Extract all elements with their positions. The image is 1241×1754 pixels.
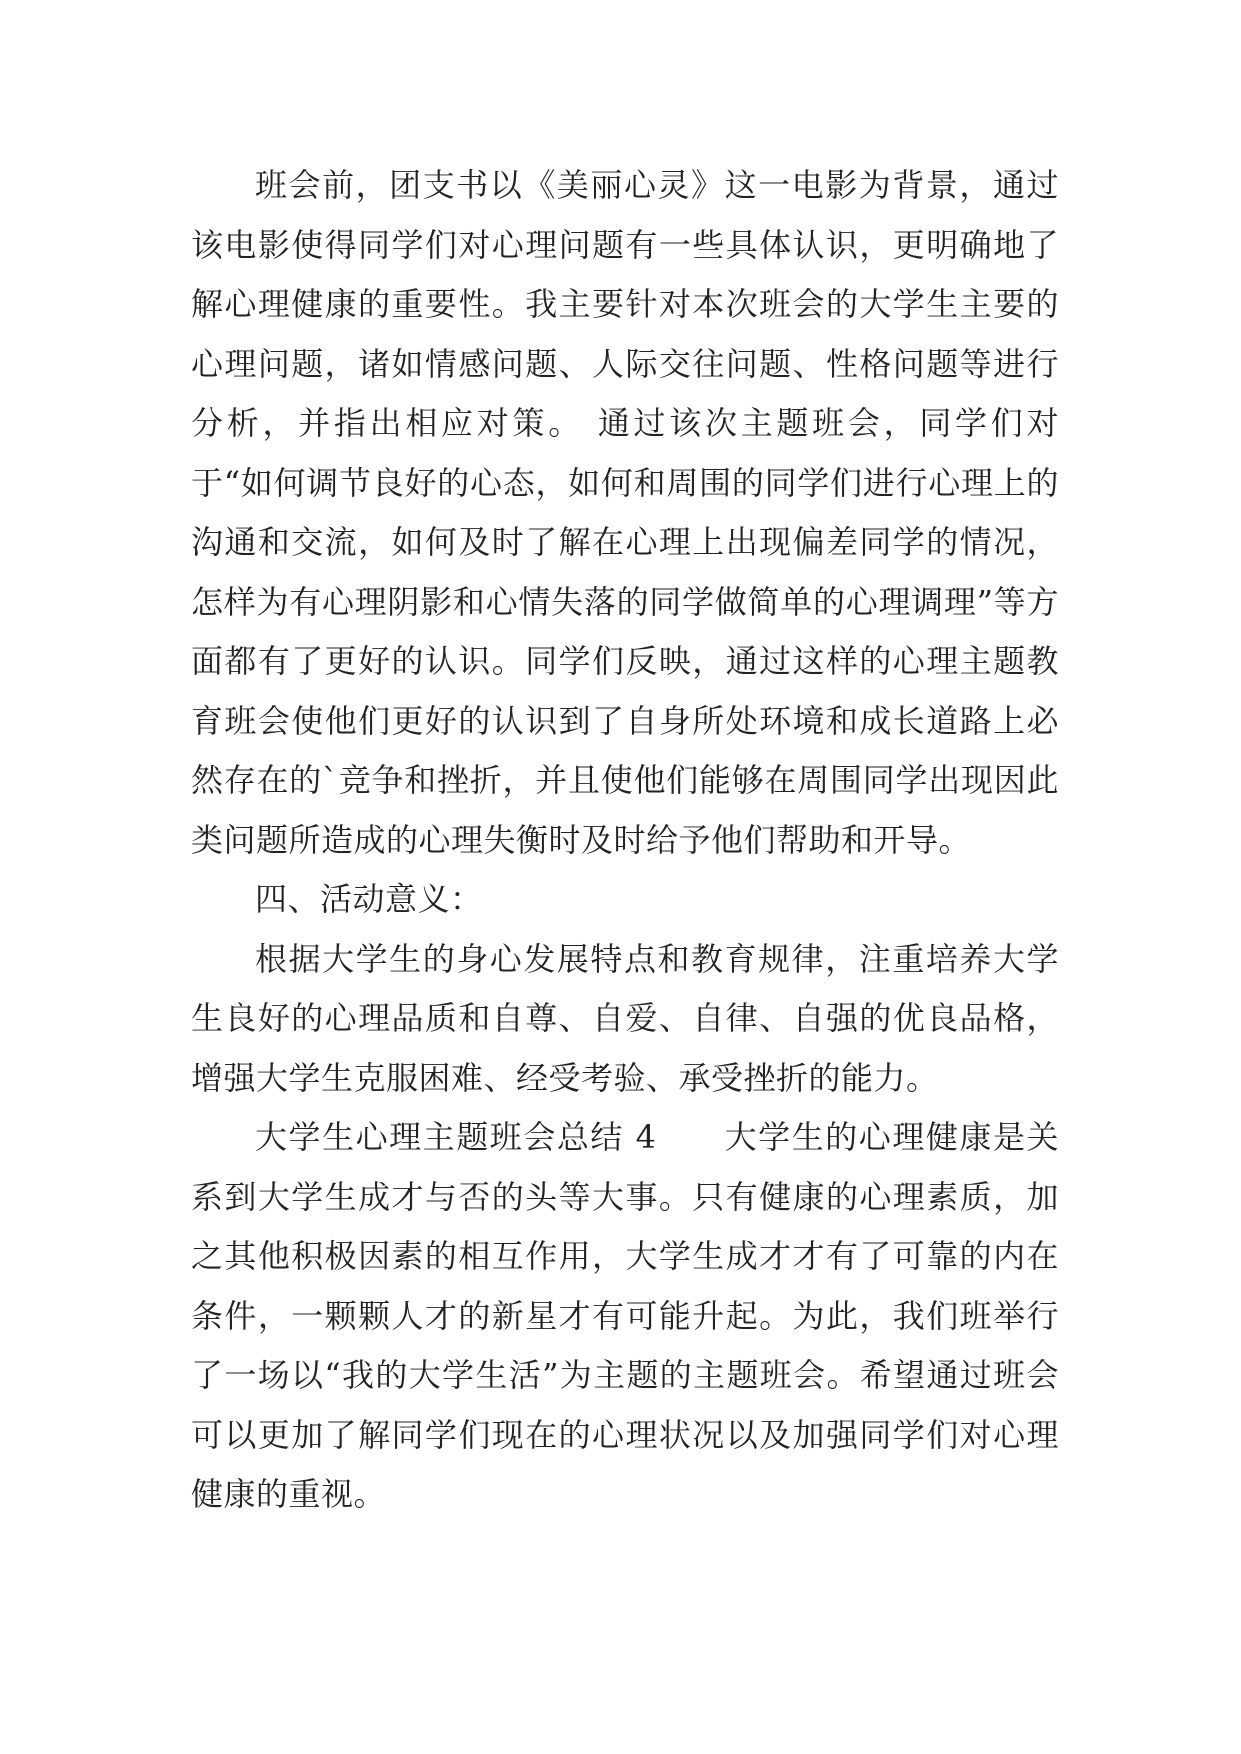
section-heading-activity-significance: 四、活动意义： (255, 880, 483, 918)
paragraph-class-meeting-review: 班会前，团支书以《美丽心灵》这一电影为背景，通过该电影使得同学们对心理问题有一些具体认识，更明确地了解心理健康的重要性。我主要针对本次班会的大学生主要的心理问题，诸如情感问题、人际交往问题、性格问题等进行分析，并指出相应对策。 通过该次主题班会，同学们对于“如何调节良好的心态，如何和周围的同学们进行心理上的沟通和交流，如何及时了解在心理上出现偏差同学的情况，怎样为有心理阴影和心情失落的同学做简单的心理调理”等方面都有了更好的认识。同学们反映，通过这样的心理主题教育班会使他们更好的认识到了自身所处环境和成长道路上必然存在的`竞争和挫折，并且使他们能够在周围同学出现因此类问题所造成的心理失衡时及时给予他们帮助和开导。 (191, 166, 1059, 859)
paragraph-activity-significance: 根据大学生的身心发展特点和教育规律，注重培养大学生良好的心理品质和自尊、自爱、自律、自强的优良品格，增强大学生克服困难、经受考验、承受挫折的能力。 (191, 939, 1059, 1097)
paragraph-summary-4: 大学生心理主题班会总结 4 大学生的心理健康是关系到大学生成才与否的头等大事。只有健康的心理素质，加之其他积极因素的相互作用，大学生成才才有了可靠的内在条件，一颗颗人才的新星才有可能升起。为此，我们班举行了一场以“我的大学生活”为主题的主题班会。希望通过班会可以更加了解同学们现在的心理状况以及加强同学们对心理健康的重视。 (191, 1118, 1059, 1513)
document-body (191, 156, 1059, 1525)
